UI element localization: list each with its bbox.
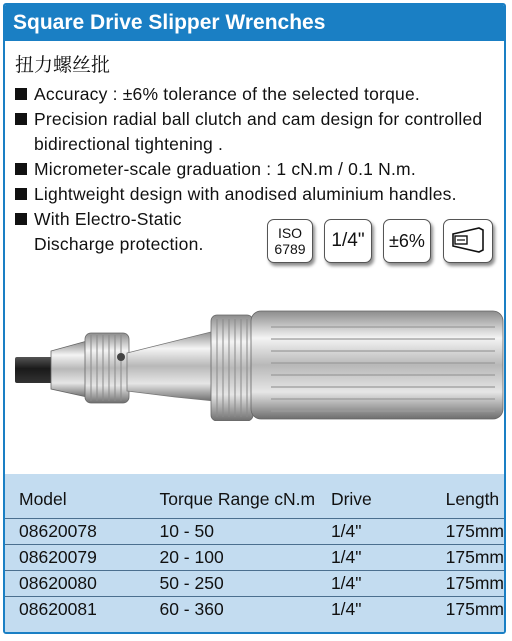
table-header-row [5, 474, 504, 519]
model-cell: 08620081 [5, 597, 145, 623]
torque-cell: 50 - 250 [145, 571, 316, 597]
feature-item: With Electro-Static Discharge protection. [15, 207, 244, 257]
bullet-icon [15, 113, 27, 125]
feature-item: Accuracy : ±6% tolerance of the selected torque. [15, 82, 495, 107]
torque-cell: 20 - 100 [145, 545, 316, 571]
column-header-drive: Drive [330, 489, 372, 509]
chinese-subtitle: 扭力螺丝批 [15, 54, 111, 76]
feature-item: Micrometer-scale graduation : 1 cN.m / 0.1 N.m. [15, 157, 495, 182]
tolerance-badge: ±6% [383, 219, 431, 263]
table-row [5, 571, 504, 597]
length-cell: 175mm [432, 597, 504, 623]
iso-standard-badge: ISO 6789 [267, 219, 313, 263]
bullet-icon [15, 213, 27, 225]
column-header-torque-range: Torque Range cN.m [159, 489, 316, 509]
drive-size-badge: 1/4" [324, 219, 372, 263]
slipper-wrench-icon [443, 219, 493, 263]
feature-item: Lightweight design with anodised aluminium handles. [15, 182, 495, 207]
drive-cell: 1/4" [317, 597, 432, 623]
table-row [5, 519, 504, 545]
product-card [3, 3, 506, 634]
bullet-icon [15, 188, 27, 200]
length-cell: 175mm [432, 519, 504, 545]
torque-cell: 60 - 360 [145, 597, 316, 623]
model-cell: 08620079 [5, 545, 145, 571]
column-header-length: Length [445, 489, 500, 509]
bullet-icon [15, 163, 27, 175]
table-row [5, 597, 504, 623]
column-header-model: Model [19, 489, 67, 509]
bullet-icon [15, 88, 27, 100]
product-image [15, 301, 505, 426]
length-cell: 175mm [432, 571, 504, 597]
specification-table [5, 474, 504, 634]
drive-cell: 1/4" [317, 545, 432, 571]
page-title: Square Drive Slipper Wrenches [5, 5, 504, 41]
drive-cell: 1/4" [317, 519, 432, 545]
model-cell: 08620078 [5, 519, 145, 545]
drive-cell: 1/4" [317, 571, 432, 597]
length-cell: 175mm [432, 545, 504, 571]
model-cell: 08620080 [5, 571, 145, 597]
feature-item: Precision radial ball clutch and cam design for controlled bidirectional tightening . [15, 107, 495, 157]
table-row [5, 545, 504, 571]
torque-cell: 10 - 50 [145, 519, 316, 545]
